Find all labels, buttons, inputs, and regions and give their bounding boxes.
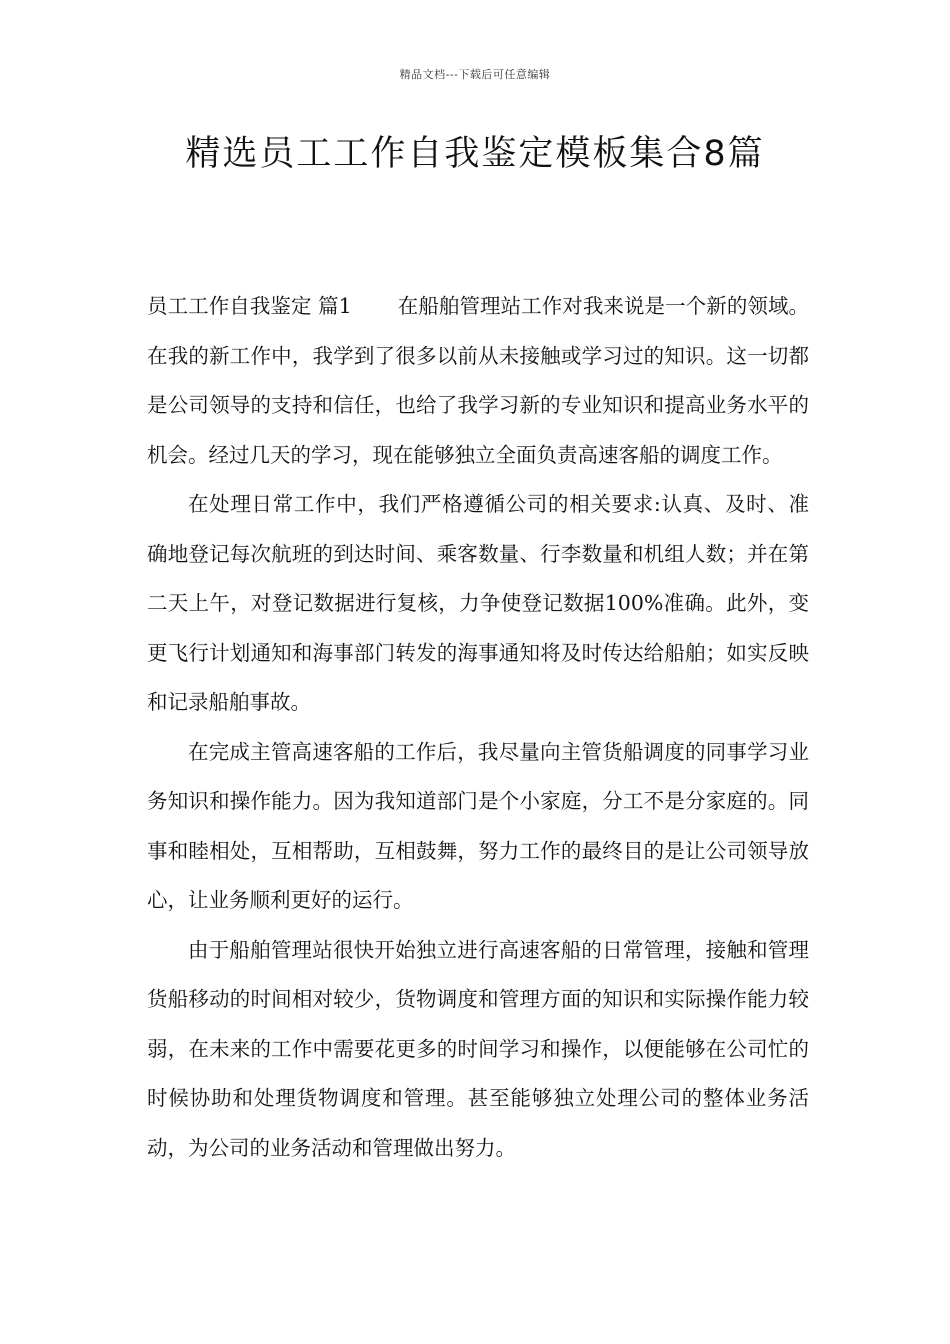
- paragraph-3: 在完成主管高速客船的工作后，我尽量向主管货船调度的同事学习业务知识和操作能力。因为我知道部门是个小家庭，分工不是分家庭的。同事和睦相处，互相帮助，互相鼓舞，努力工作的最终目的是让公司领导放心，让业务顺利更好的运行。: [147, 739, 809, 912]
- section-heading: 员工工作自我鉴定 篇1: [147, 294, 352, 318]
- paragraph-4: 由于船舶管理站很快开始独立进行高速客船的日常管理，接触和管理货船移动的时间相对较少，货物调度和管理方面的知识和实际操作能力较弱，在未来的工作中需要花更多的时间学习和操作，以便能够在公司忙的时候协助和处理货物调度和管理。甚至能够独立处理公司的整体业务活动，为公司的业务活动和管理做出努力。: [147, 937, 809, 1160]
- document-title: 精选员工工作自我鉴定模板集合8篇: [185, 134, 765, 174]
- page-header: 精品文档---下载后可任意编辑: [399, 68, 551, 81]
- paragraph-1-text: 在船舶管理站工作对我来说是一个新的领域。在我的新工作中，我学到了很多以前从未接触或学习过的知识。这一切都是公司领导的支持和信任，也给了我学习新的专业知识和提高业务水平的机会。经过几天的学习，现在能够独立全面负责高速客船的调度工作。: [147, 294, 810, 467]
- paragraph-2: 在处理日常工作中，我们严格遵循公司的相关要求:认真、及时、准确地登记每次航班的到达时间、乘客数量、行李数量和机组人数；并在第二天上午，对登记数据进行复核，力争使登记数据100%准确。此外，变更飞行计划通知和海事部门转发的海事通知将及时传达给船舶；如实反映和记录船舶事故。: [147, 492, 809, 714]
- paragraph-1: [147, 282, 809, 480]
- document-body: [147, 282, 809, 1173]
